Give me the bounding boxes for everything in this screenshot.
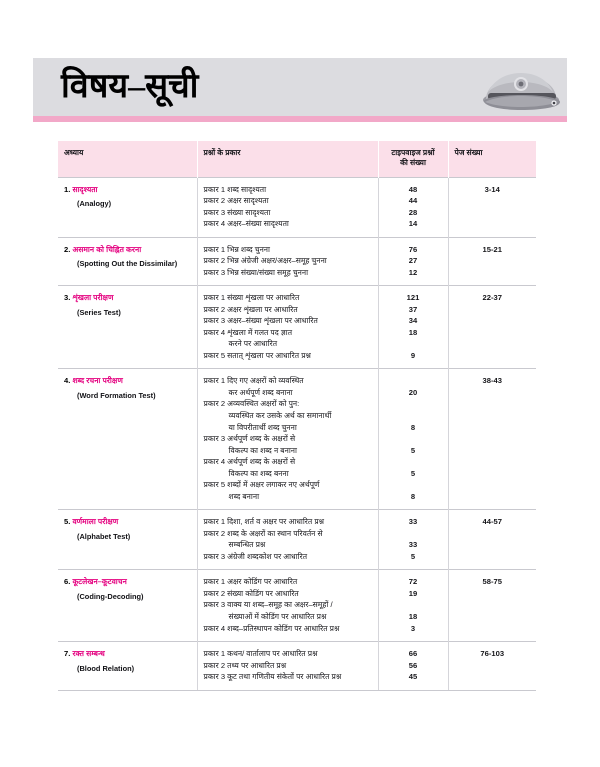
question-type-line: प्रकार 4 शब्द–प्रतिस्थापन कोडिंग पर आधारित प्रश्न — [203, 623, 340, 633]
question-type-line: प्रकार 1 भिन्न शब्द चुनना — [203, 244, 270, 254]
question-count-value: 48 — [408, 184, 418, 194]
question-count-value: 66 — [408, 649, 418, 659]
question-type-line: प्रकार 3 अर्थपूर्ण शब्द के अक्षरों से — [203, 434, 296, 444]
question-type-line: प्रकार 4 अक्षर–संख्या सादृश्यता — [203, 219, 289, 229]
question-type-line: प्रकार 3 वाक्य या शब्द–समूह का अक्षर–समूहों / — [203, 600, 333, 610]
question-count-cell — [378, 570, 448, 642]
page-range-cell[interactable] — [448, 237, 536, 286]
chapter-name-english: (Alphabet Test) — [77, 531, 131, 541]
question-type-line: प्रकार 2 भिन्न अंग्रेजी अक्षर/अक्षर–समूह चुनना — [203, 256, 327, 266]
chapter-name-english: (Spotting Out the Dissimilar) — [77, 259, 178, 269]
question-type-line: प्रकार 1 शब्द सादृश्यता — [203, 184, 267, 194]
question-type-line: प्रकार 3 अक्षर–संख्या शृंखला पर आधारित — [203, 316, 318, 326]
question-type-line: प्रकार 3 भिन्न संख्या/संख्या समूह चुनना — [203, 267, 309, 277]
page-range-cell[interactable] — [448, 642, 536, 691]
question-count-value: 76 — [408, 244, 418, 254]
page-range-value: 58-75 — [482, 577, 502, 587]
question-count-value: 20 — [408, 387, 418, 397]
chapter-title — [64, 375, 191, 387]
chapter-name-english: (Analogy) — [77, 199, 112, 209]
chapter-name-hindi: कूटलेखन–कूटवाचन — [72, 577, 127, 587]
column-header-page-number: पेज संख्या — [448, 141, 536, 177]
question-count-value: 37 — [408, 304, 418, 314]
question-type-line: प्रकार 1 दिशा, शर्त व अक्षर पर आधारित प्रश्न — [203, 517, 325, 527]
question-count-cell — [378, 237, 448, 286]
page-range-value: 76-103 — [480, 649, 505, 659]
question-type-line: या विपरीतार्थी शब्द चुनना — [228, 422, 297, 432]
chapter-cell[interactable] — [58, 286, 197, 369]
chapter-number: 7. — [64, 649, 73, 659]
question-type-line: प्रकार 3 संख्या सादृश्यता — [203, 207, 271, 217]
count-spacer — [385, 375, 442, 387]
chapter-name-hindi: वर्णमाला परीक्षण — [72, 517, 119, 527]
count-spacer — [385, 338, 442, 350]
question-type-line: विकल्प का शब्द बनना — [228, 468, 289, 478]
question-count-value: 44 — [408, 196, 418, 206]
chapter-name-hindi: शृंखला परीक्षण — [72, 293, 114, 303]
column-header-question-count — [378, 141, 448, 177]
chapter-cell[interactable] — [58, 369, 197, 510]
page-range-cell[interactable] — [448, 510, 536, 570]
question-type-line: प्रकार 2 अक्षर शृंखला पर आधारित — [203, 304, 298, 314]
question-count-value: 27 — [408, 256, 418, 266]
question-count-header-line1: टाइपवाइज प्रश्नों — [391, 148, 435, 157]
question-count-cell — [378, 177, 448, 237]
chapter-number: 5. — [64, 517, 73, 527]
page-range-value: 22-37 — [482, 293, 502, 303]
question-type-line: विकल्प का शब्द न बनाना — [228, 445, 297, 455]
table-row — [58, 369, 536, 510]
question-type-line: प्रकार 2 शब्द के अक्षरों का स्थान परिवर्तन से — [203, 528, 323, 538]
question-count-value: 5 — [410, 468, 416, 478]
column-header-chapter: अध्याय — [58, 141, 197, 177]
question-count-value: 45 — [408, 672, 418, 682]
question-type-line: सम्बन्धित प्रश्न — [228, 540, 266, 550]
question-count-value: 12 — [408, 267, 418, 277]
table-row — [58, 642, 536, 691]
question-count-value: 34 — [408, 316, 418, 326]
question-count-value: 5 — [410, 551, 416, 561]
chapter-cell[interactable] — [58, 177, 197, 237]
question-count-value: 9 — [410, 350, 416, 360]
police-cap-icon — [478, 62, 564, 112]
chapter-cell[interactable] — [58, 510, 197, 570]
chapter-name-english: (Coding-Decoding) — [77, 591, 144, 601]
question-type-line: प्रकार 5 शब्दों में अक्षर लगाकर नए अर्थपूर्ण — [203, 480, 320, 490]
chapter-name-english: (Word Formation Test) — [77, 390, 156, 400]
chapter-number: 4. — [64, 376, 73, 386]
question-count-value: 14 — [408, 219, 418, 229]
page-title: विषय–सूची — [61, 68, 199, 105]
question-type-line: करने पर आधारित — [228, 339, 278, 349]
question-count-value: 18 — [408, 611, 418, 621]
table-row — [58, 237, 536, 286]
question-type-line: प्रकार 1 कथन/ वार्तालाप पर आधारित प्रश्न — [203, 649, 318, 659]
question-type-line: प्रकार 5 सतात् शृंखला पर आधारित प्रश्न — [203, 350, 311, 360]
question-count-value: 5 — [410, 445, 416, 455]
question-count-value: 3 — [410, 623, 416, 633]
question-count-cell — [378, 642, 448, 691]
page-range-cell[interactable] — [448, 177, 536, 237]
question-type-line: प्रकार 1 अक्षर कोडिंग पर आधारित — [203, 577, 298, 587]
count-spacer — [385, 599, 442, 611]
count-spacer — [385, 528, 442, 540]
table-row — [58, 177, 536, 237]
question-types-cell — [197, 177, 378, 237]
question-count-cell — [378, 369, 448, 510]
question-types-cell — [197, 237, 378, 286]
question-count-cell — [378, 286, 448, 369]
table-header — [58, 141, 536, 177]
question-count-value: 28 — [408, 207, 418, 217]
chapter-cell[interactable] — [58, 237, 197, 286]
question-count-value: 19 — [408, 588, 418, 598]
chapter-cell[interactable] — [58, 570, 197, 642]
question-type-line: प्रकार 4 अर्थपूर्ण शब्द के अक्षरों से — [203, 457, 296, 467]
chapter-name-hindi: असमान को चिह्नित करना — [72, 244, 142, 254]
question-type-line: प्रकार 1 दिए गए अक्षरों को व्यवस्थित — [203, 376, 304, 386]
column-header-question-type: प्रश्नों के प्रकार — [197, 141, 378, 177]
question-count-value: 56 — [408, 660, 418, 670]
chapter-name-hindi: शब्द रचना परीक्षण — [72, 376, 123, 386]
question-count-value: 33 — [408, 540, 418, 550]
question-types-cell — [197, 286, 378, 369]
count-spacer — [385, 433, 442, 445]
question-types-cell — [197, 510, 378, 570]
chapter-name-hindi: रक्त सम्बन्ध — [72, 649, 105, 659]
chapter-title — [64, 516, 191, 528]
table-body — [58, 177, 536, 690]
page-range-cell[interactable] — [448, 570, 536, 642]
chapter-title — [64, 648, 191, 660]
question-type-line: संख्याओं में कोडिंग पर आधारित प्रश्न — [228, 611, 327, 621]
question-type-line: प्रकार 2 संख्या कोडिंग पर आधारित — [203, 588, 299, 598]
chapter-title — [64, 576, 191, 588]
chapter-name-hindi: सादृश्यता — [72, 184, 98, 194]
chapter-number: 2. — [64, 244, 73, 254]
count-spacer — [385, 398, 442, 410]
chapter-number: 1. — [64, 184, 73, 194]
page-range-value: 38-43 — [482, 376, 502, 386]
question-type-line: प्रकार 2 अव्यवस्थित अक्षरों को पुन: — [203, 399, 300, 409]
chapter-cell[interactable] — [58, 642, 197, 691]
count-spacer — [385, 479, 442, 491]
table-of-contents — [58, 141, 536, 691]
page-range-value: 44-57 — [482, 517, 502, 527]
question-count-value: 121 — [406, 293, 420, 303]
page-range-cell[interactable] — [448, 369, 536, 510]
question-type-line: कर अर्थपूर्ण शब्द बनाना — [228, 387, 293, 397]
question-count-value: 8 — [410, 422, 416, 432]
page-range-cell[interactable] — [448, 286, 536, 369]
question-count-value: 8 — [410, 491, 416, 501]
chapter-number: 6. — [64, 577, 73, 587]
chapter-name-english: (Blood Relation) — [77, 663, 135, 673]
question-type-line: प्रकार 4 शृंखला में गलत पद ज्ञात — [203, 327, 293, 337]
question-count-value: 72 — [408, 577, 418, 587]
chapter-number: 3. — [64, 293, 73, 303]
question-type-line: व्यवस्थित कर उसके अर्थ का समानार्थी — [228, 411, 332, 420]
count-spacer — [385, 456, 442, 468]
question-type-line: प्रकार 2 अक्षर सादृश्यता — [203, 196, 269, 206]
question-count-value: 33 — [408, 517, 418, 527]
table-row — [58, 570, 536, 642]
page-range-value: 3-14 — [484, 184, 500, 194]
question-types-cell — [197, 369, 378, 510]
table-row — [58, 286, 536, 369]
question-type-line: प्रकार 2 तथ्य पर आधारित प्रश्न — [203, 660, 287, 670]
chapter-title — [64, 184, 191, 196]
question-type-line: प्रकार 1 संख्या शृंखला पर आधारित — [203, 293, 300, 303]
question-count-header-line2: की संख्या — [400, 158, 426, 168]
page-range-value: 15-21 — [482, 244, 502, 254]
question-type-line: प्रकार 3 कूट तथा गणितीय संकेतों पर आधारित प्रश्न — [203, 672, 342, 682]
question-types-cell — [197, 570, 378, 642]
count-spacer — [385, 410, 442, 422]
question-count-value: 18 — [408, 327, 418, 337]
question-types-cell — [197, 642, 378, 691]
chapter-name-english: (Series Test) — [77, 307, 121, 317]
question-type-line: प्रकार 3 अंग्रेजी शब्दकोश पर आधारित — [203, 551, 308, 561]
chapter-title — [64, 244, 191, 256]
header-pink-rule — [33, 116, 567, 122]
chapter-title — [64, 292, 191, 304]
table-header-row — [58, 141, 536, 177]
question-count-cell — [378, 510, 448, 570]
table-row — [58, 510, 536, 570]
question-type-line: शब्द बनाना — [228, 491, 260, 501]
